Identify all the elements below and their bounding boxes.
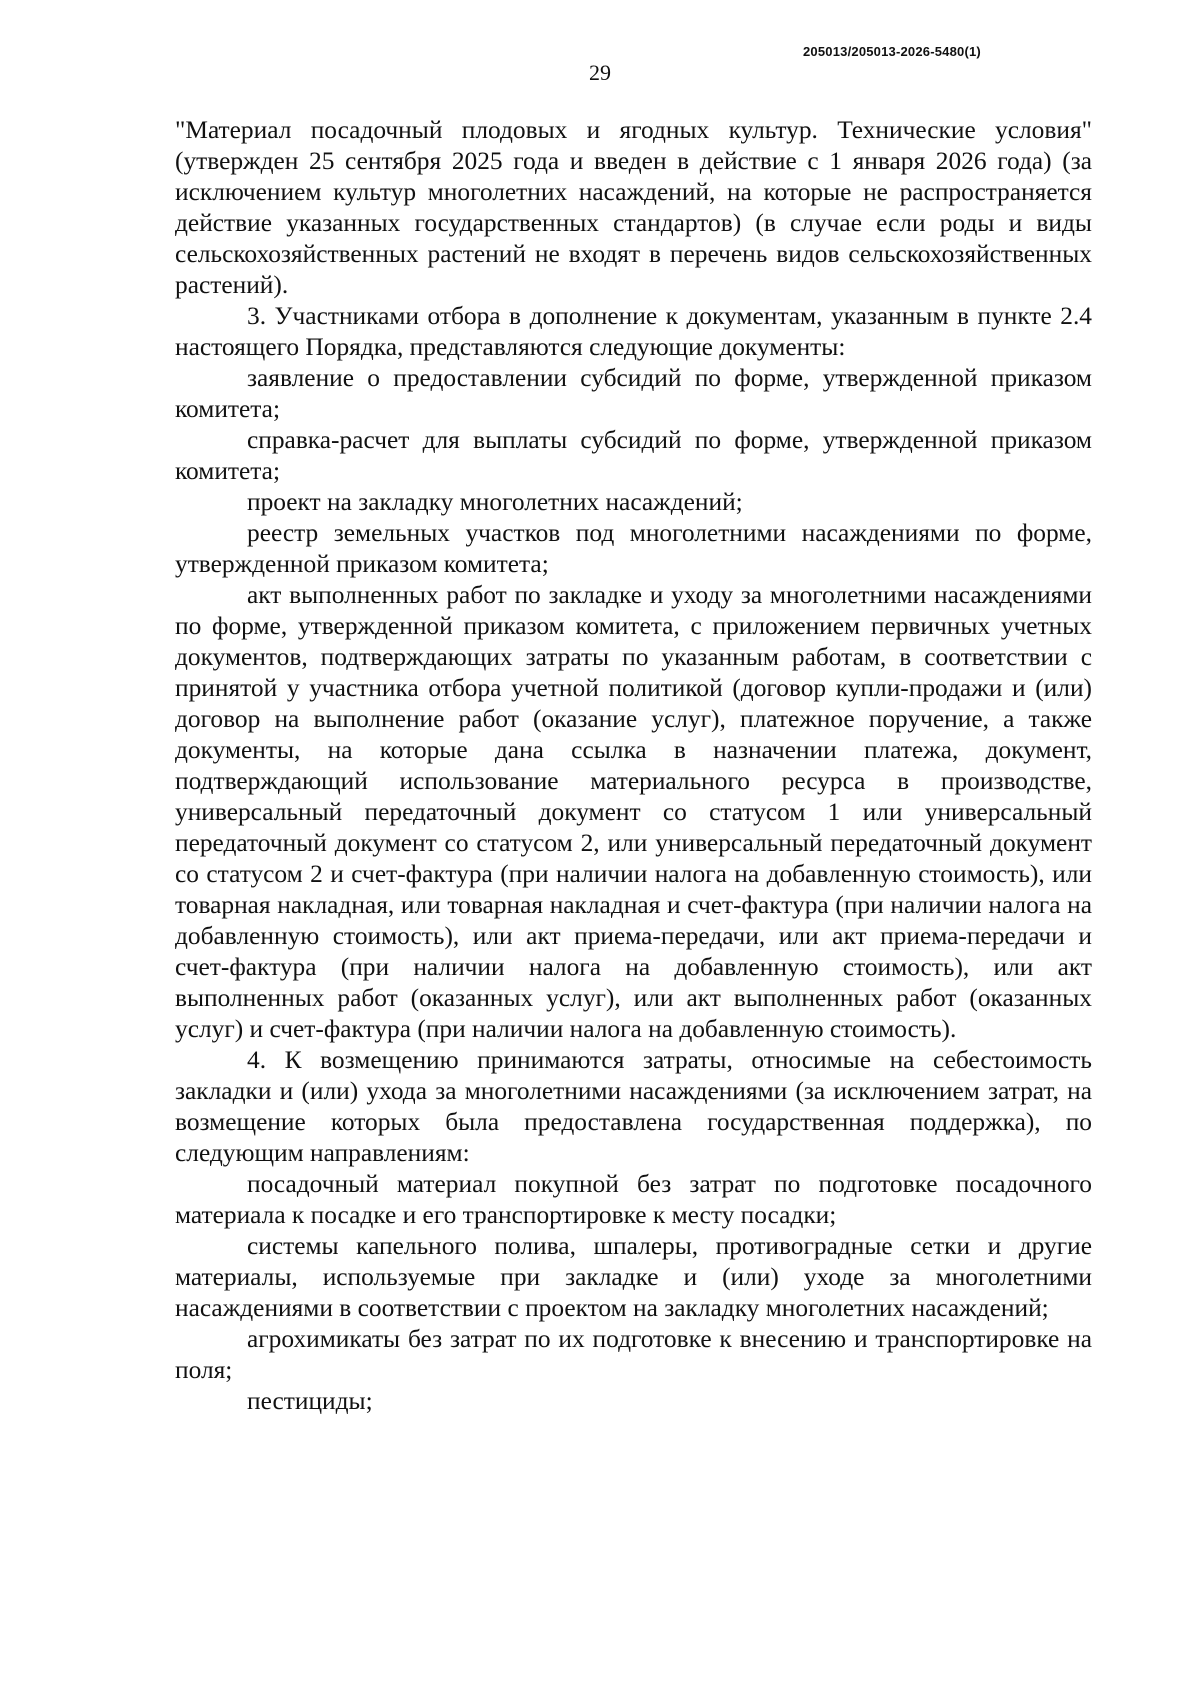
document-id: 205013/205013-2026-5480(1) — [803, 44, 981, 59]
page-number: 29 — [589, 60, 611, 85]
list-item-work-act: акт выполненных работ по закладке и уходу за многолетними насаждениями по форме, утвержденной приказом комитета, с приложением первичных учетных документов, подтверждающих затраты по указанным работам, в соответствии с принятой у участника отбора учетной политикой (договор купли-продажи и (или) договор на выполнение работ (оказание услуг), платежное поручение, а также документы, на которые дана ссылка в назначении платежа, документ, подтверждающий использование материального ресурса в производстве, универсальный передаточный документ со статусом 1 или универсальный передаточный документ со статусом 2, или универсальный передаточный документ со статусом 2 и счет-фактура (при наличии налога на добавленную стоимость), или товарная накладная, или товарная накладная и счет-фактура (при наличии налога на добавленную стоимость), или акт приема-передачи, или акт приема-передачи и счет-фактура (при наличии налога на добавленную стоимость), или акт выполненных работ (оказанных услуг), или акт выполненных работ (оказанных услуг) и счет-фактура (при наличии налога на добавленную стоимость). — [175, 581, 1092, 1043]
list-item-calculation-certificate: справка-расчет для выплаты субсидий по форме, утвержденной приказом комитета; — [175, 426, 1092, 485]
list-item-pesticides: пестициды; — [247, 1387, 373, 1415]
paragraph-item-4: 4. К возмещению принимаются затраты, относимые на себестоимость закладки и (или) ухода за многолетними насаждениями (за исключением затрат, на возмещение которых была предоставлена государственная поддержка), по следующим направлениям: — [175, 1046, 1092, 1167]
list-item-irrigation-systems: системы капельного полива, шпалеры, противоградные сетки и другие материалы, используемые при закладке и (или) уходе за многолетними насаждениями в соответствии с проектом на закладку многолетних насаждений; — [175, 1232, 1092, 1322]
document-body — [175, 115, 1092, 1417]
list-item-planting-material: посадочный материал покупной без затрат по подготовке посадочного материала к посадке и его транспортировке к месту посадки; — [175, 1170, 1092, 1229]
list-item-agrochemicals: агрохимикаты без затрат по их подготовке к внесению и транспортировке на поля; — [175, 1325, 1092, 1384]
paragraph-standard-continuation: "Материал посадочный плодовых и ягодных культур. Технические условия" (утвержден 25 сентября 2025 года и введен в действие с 1 января 2026 года) (за исключением культур многолетних насаждений, на которые не распространяется действие указанных государственных стандартов) (в случае если роды и виды сельскохозяйственных растений не входят в перечень видов сельскохозяйственных растений). — [175, 116, 1092, 299]
list-item-application: заявление о предоставлении субсидий по форме, утвержденной приказом комитета; — [175, 364, 1092, 423]
list-item-planting-project: проект на закладку многолетних насаждений; — [247, 488, 743, 516]
list-item-land-registry: реестр земельных участков под многолетними насаждениями по форме, утвержденной приказом комитета; — [175, 519, 1092, 578]
paragraph-item-3: 3. Участниками отбора в дополнение к документам, указанным в пункте 2.4 настоящего Порядка, представляются следующие документы: — [175, 302, 1092, 361]
